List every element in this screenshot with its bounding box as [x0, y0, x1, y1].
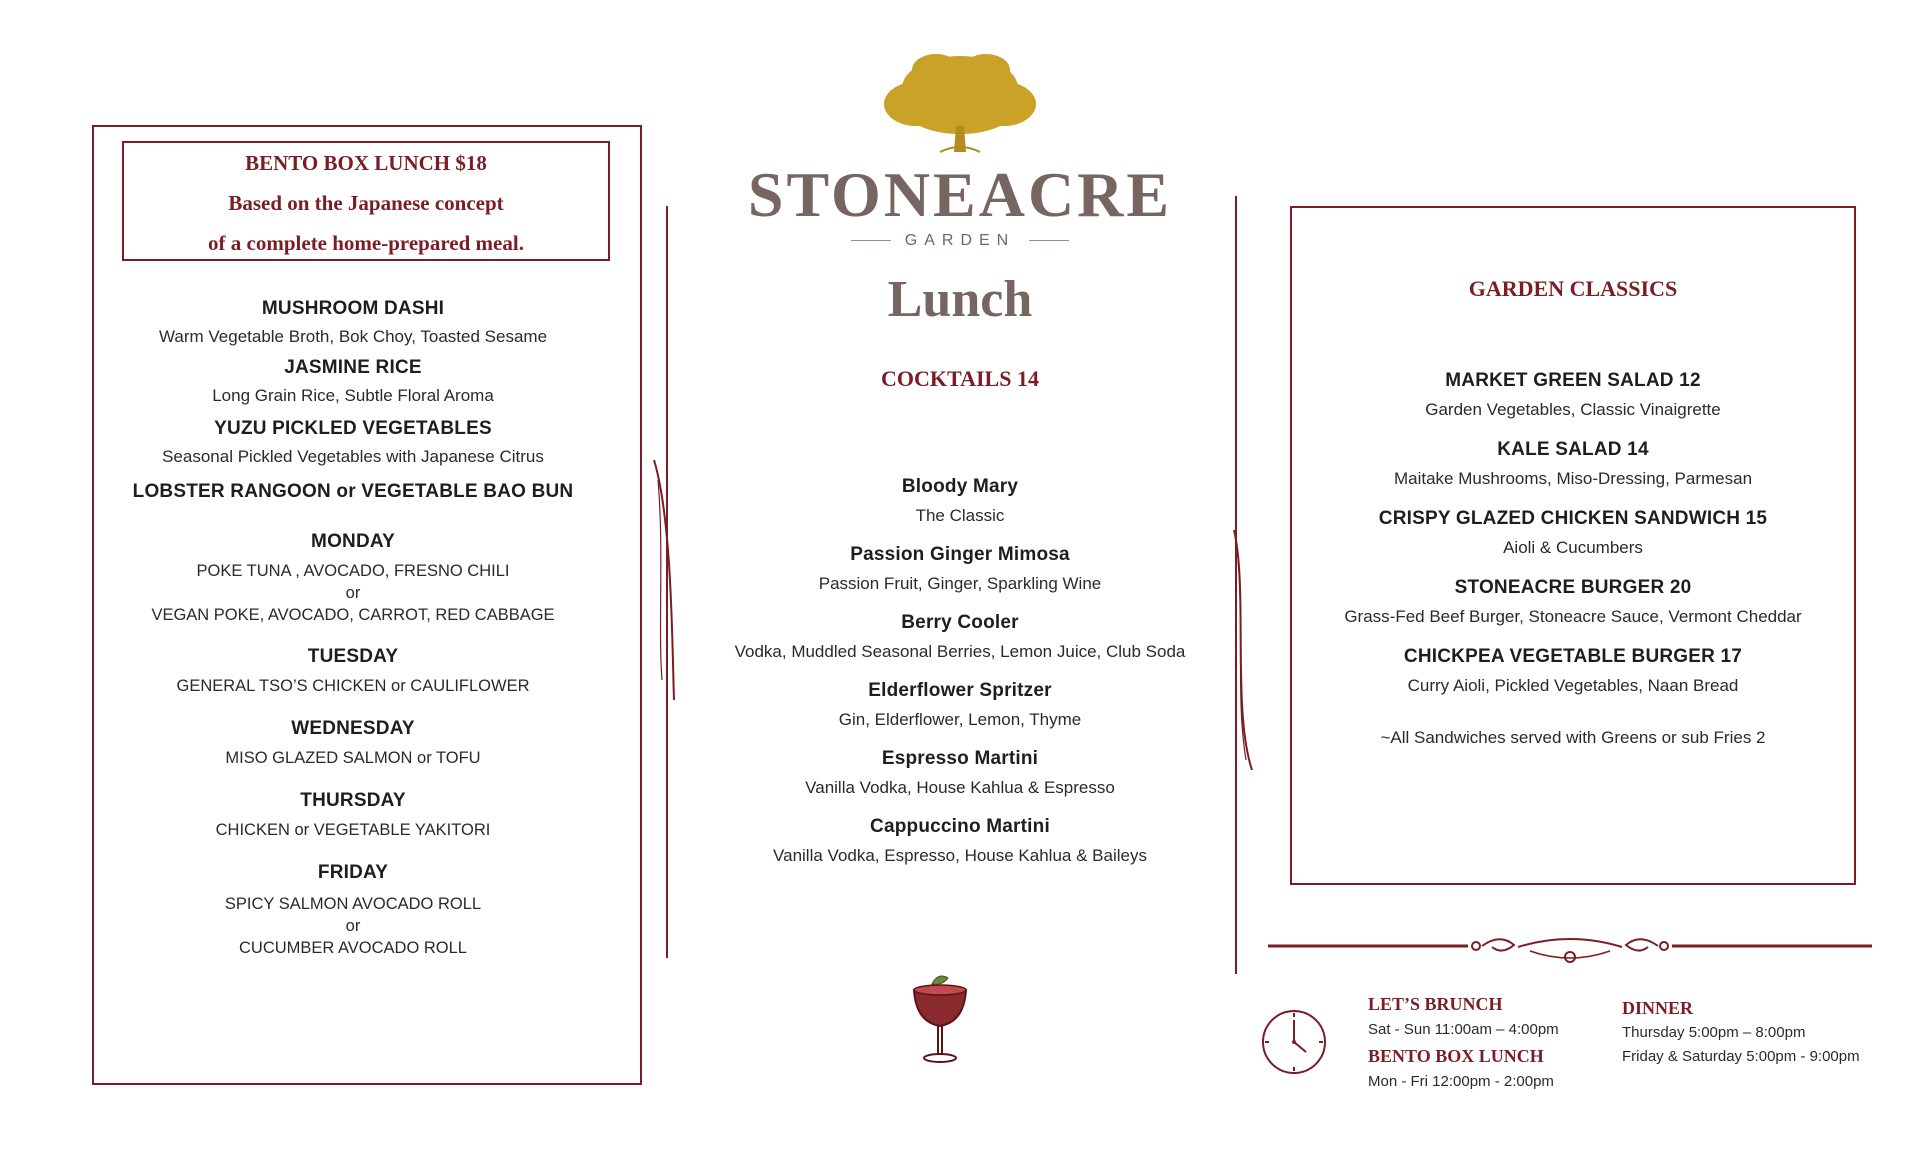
cocktail-title: Elderflower Spritzer: [868, 680, 1052, 701]
bento-hours-time: Mon - Fri 12:00pm - 2:00pm: [1368, 1073, 1554, 1090]
page-title: Lunch: [887, 271, 1033, 328]
day-tuesday: TUESDAY: [307, 646, 399, 667]
classic-desc: Maitake Mushrooms, Miso-Dressing, Parmesan: [1393, 469, 1753, 488]
day-monday: MONDAY: [311, 531, 395, 552]
bento-subtitle-2: of a complete home-prepared meal.: [208, 231, 524, 255]
day-wednesday: WEDNESDAY: [291, 718, 415, 739]
bento-item-title: MUSHROOM DASHI: [261, 298, 445, 319]
day-menu-line: MISO GLAZED SALMON or TOFU: [225, 749, 481, 767]
day-menu-line: GENERAL TSO’S CHICKEN or CAULIFLOWER: [176, 677, 530, 695]
bento-hours-title: BENTO BOX LUNCH: [1368, 1046, 1544, 1066]
classic-title: CRISPY GLAZED CHICKEN SANDWICH 15: [1378, 508, 1768, 529]
cocktail-title: Cappuccino Martini: [870, 816, 1050, 837]
ornament-divider-icon: [1268, 935, 1872, 965]
clock-icon: [1260, 1008, 1328, 1076]
day-menu-line: SPICY SALMON AVOCADO ROLL: [224, 895, 482, 913]
day-thursday: THURSDAY: [300, 790, 406, 811]
brand-dash: [1029, 240, 1069, 241]
cocktail-list: [690, 476, 1230, 866]
cocktail-desc: Gin, Elderflower, Lemon, Thyme: [838, 710, 1082, 729]
classic-title: CHICKPEA VEGETABLE BURGER 17: [1403, 646, 1743, 667]
bento-title: BENTO BOX LUNCH $18: [245, 151, 487, 175]
day-menu-line: CHICKEN or VEGETABLE YAKITORI: [215, 821, 491, 839]
cocktail-desc: The Classic: [915, 506, 1005, 525]
bento-item-title: LOBSTER RANGOON or VEGETABLE BAO BUN: [132, 481, 574, 502]
day-menu-line: CUCUMBER AVOCADO ROLL: [239, 939, 467, 957]
cocktails-heading: COCKTAILS 14: [881, 366, 1039, 391]
brand-sub: [800, 232, 1120, 250]
classic-desc: Grass-Fed Beef Burger, Stoneacre Sauce, Vermont Cheddar: [1344, 607, 1802, 626]
flourish-right-icon: [1228, 530, 1254, 770]
day-menu-line: VEGAN POKE, AVOCADO, CARROT, RED CABBAGE: [151, 606, 555, 624]
brand-dash: [851, 240, 891, 241]
brunch-title: LET’S BRUNCH: [1368, 994, 1503, 1014]
cocktail-title: Berry Cooler: [901, 612, 1019, 633]
bento-item-desc: Seasonal Pickled Vegetables with Japanese Citrus: [162, 447, 544, 466]
classics-heading: GARDEN CLASSICS: [1468, 276, 1678, 301]
bento-header-box: [122, 141, 610, 261]
bento-items: [100, 298, 606, 959]
brand-sub-text: GARDEN: [904, 232, 1016, 249]
bento-item-title: YUZU PICKLED VEGETABLES: [214, 418, 492, 439]
brand-name: STONEACRE: [747, 159, 1173, 230]
day-menu-line: or: [345, 917, 361, 935]
day-menu: [100, 893, 606, 959]
cocktail-desc: Vanilla Vodka, House Kahlua & Espresso: [805, 778, 1115, 797]
dinner-title: DINNER: [1622, 998, 1694, 1018]
classic-desc: Aioli & Cucumbers: [1503, 538, 1643, 557]
dinner-time: Friday & Saturday 5:00pm - 9:00pm: [1622, 1048, 1860, 1065]
classic-title: STONEACRE BURGER 20: [1454, 577, 1692, 598]
cocktail-title: Passion Ginger Mimosa: [850, 544, 1070, 565]
day-menu: [100, 560, 606, 626]
bento-item-title: JASMINE RICE: [284, 357, 422, 378]
bento-item-desc: Warm Vegetable Broth, Bok Choy, Toasted Sesame: [158, 327, 548, 346]
bento-item-desc: Long Grain Rice, Subtle Floral Aroma: [212, 386, 494, 405]
flourish-left-icon: [650, 460, 676, 700]
classics-list: [1300, 370, 1846, 748]
day-menu-line: POKE TUNA , AVOCADO, FRESNO CHILI: [196, 562, 510, 580]
cocktail-desc: Vanilla Vodka, Espresso, House Kahlua & Baileys: [773, 846, 1147, 865]
cocktail-desc: Vodka, Muddled Seasonal Berries, Lemon Juice, Club Soda: [734, 642, 1186, 661]
classics-note: ~All Sandwiches served with Greens or sub Fries 2: [1380, 728, 1766, 747]
classic-desc: Garden Vegetables, Classic Vinaigrette: [1425, 400, 1721, 419]
tree-logo-icon: [876, 46, 1044, 158]
cocktail-glass-icon: [908, 966, 972, 1066]
day-friday: FRIDAY: [317, 862, 389, 883]
day-menu-line: or: [345, 584, 361, 602]
cocktail-title: Espresso Martini: [881, 748, 1039, 769]
cocktail-title: Bloody Mary: [901, 476, 1019, 497]
brunch-time: Sat - Sun 11:00am – 4:00pm: [1368, 1021, 1559, 1038]
classic-title: MARKET GREEN SALAD 12: [1445, 370, 1701, 391]
bento-subtitle-1: Based on the Japanese concept: [228, 191, 504, 215]
cocktail-desc: Passion Fruit, Ginger, Sparkling Wine: [818, 574, 1102, 593]
classic-title: KALE SALAD 14: [1497, 439, 1649, 460]
classic-desc: Curry Aioli, Pickled Vegetables, Naan Bread: [1407, 676, 1739, 695]
dinner-time: Thursday 5:00pm – 8:00pm: [1622, 1024, 1806, 1041]
